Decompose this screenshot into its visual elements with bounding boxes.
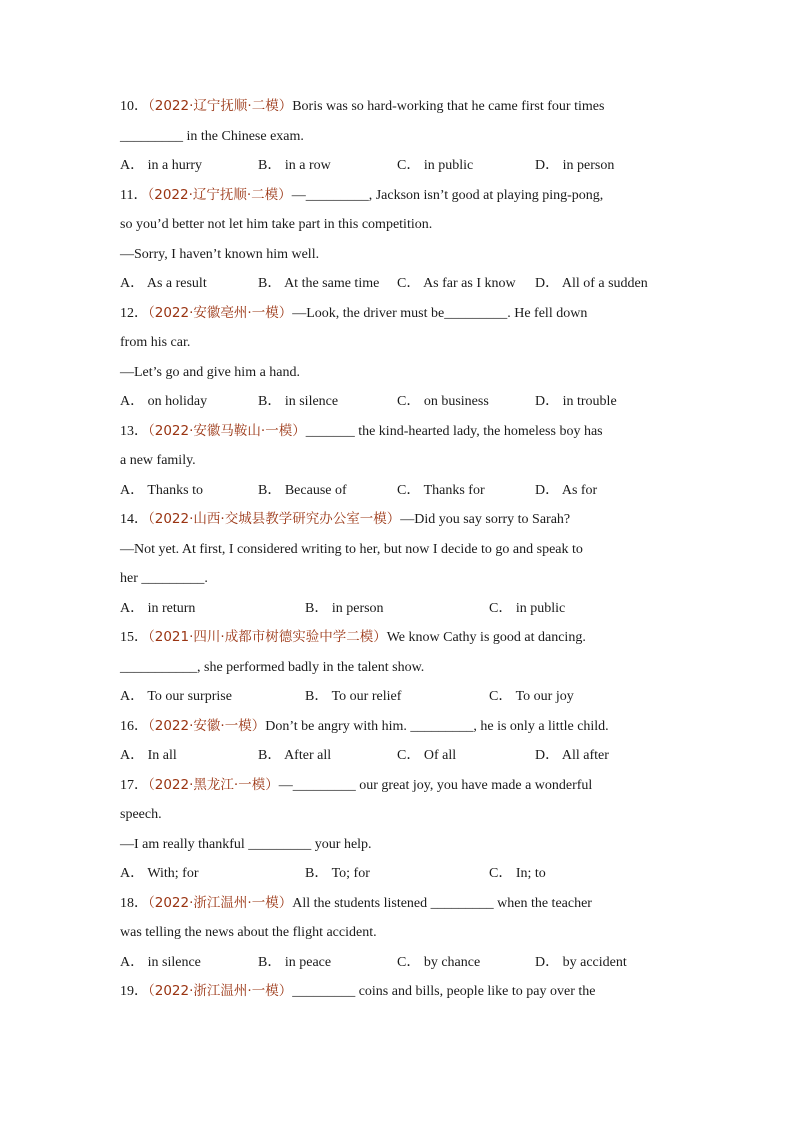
answer-option-b[interactable]: B． Because of: [258, 482, 347, 498]
question-text: We know Cathy is good at dancing.: [386, 630, 586, 645]
worksheet-page: [120, 92, 680, 1007]
answer-option-b[interactable]: B． After all: [258, 748, 332, 763]
question-source: （2022·山西·交城县教学研究办公室一模）: [148, 511, 401, 527]
answer-option-b[interactable]: B． At the same time: [258, 276, 380, 291]
question-continuation-line: [120, 800, 680, 830]
question-text: —I am really thankful _________ your help.: [120, 836, 372, 852]
answer-option-d[interactable]: D． in trouble: [535, 394, 617, 409]
answer-option-c[interactable]: C． on business: [397, 394, 489, 409]
question-16: [120, 712, 680, 771]
answer-option-b[interactable]: B． in peace: [258, 954, 332, 970]
question-19: [120, 977, 680, 1007]
question-continuation-line: [120, 535, 680, 565]
question-18: [120, 889, 680, 978]
question-number: 19．: [120, 984, 148, 999]
question-text: _______ the kind-hearted lady, the homeless boy has: [305, 423, 603, 439]
answer-option-d[interactable]: D． in person: [535, 158, 615, 173]
question-text: from his car.: [120, 335, 191, 350]
question-text: was telling the news about the flight accident.: [120, 925, 377, 940]
answer-option-c[interactable]: C． Thanks for: [397, 482, 485, 498]
question-source: （2022·安徽亳州·一模）: [148, 304, 293, 321]
answer-options: [120, 859, 680, 889]
question-number: 18．: [120, 895, 148, 911]
question-text: speech.: [120, 807, 162, 822]
answer-option-b[interactable]: B． in a row: [258, 158, 331, 173]
answer-option-a[interactable]: A． With; for: [120, 866, 199, 881]
question-11: [120, 181, 680, 299]
answer-option-c[interactable]: C． To our joy: [489, 689, 574, 704]
question-source: （2022·辽宁抚顺·二模）: [148, 98, 293, 114]
question-number: 12．: [120, 305, 148, 321]
question-text: —Not yet. At first, I considered writing to her, but now I decide to go and speak to: [120, 541, 583, 557]
question-continuation-line: [120, 122, 680, 152]
question-text: Don’t be angry with him. _________, he is only a little child.: [265, 718, 609, 734]
question-stem-line: [120, 889, 680, 919]
answer-option-a[interactable]: A． in return: [120, 600, 196, 616]
answer-options: [120, 151, 680, 181]
answer-options: [120, 682, 680, 712]
answer-option-c[interactable]: C． As far as I know: [397, 276, 516, 291]
answer-option-b[interactable]: B． in person: [305, 600, 384, 616]
question-stem-line: [120, 92, 680, 122]
question-number: 10．: [120, 99, 148, 114]
question-source: （2022·黑龙江·一模）: [148, 776, 279, 793]
answer-options: [120, 741, 680, 771]
question-text: so you’d better not let him take part in this competition.: [120, 217, 433, 232]
question-text: —_________ our great joy, you have made a wonderful: [278, 777, 593, 793]
question-number: 14．: [120, 512, 148, 527]
question-source: （2022·浙江温州·一模）: [148, 983, 293, 999]
question-text: —Let’s go and give him a hand.: [120, 364, 301, 380]
question-13: [120, 417, 680, 506]
question-stem-line: [120, 181, 680, 211]
question-10: [120, 92, 680, 181]
question-source: （2021·四川·成都市树德实验中学二模）: [148, 629, 387, 645]
question-continuation-line: [120, 564, 680, 594]
answer-option-c[interactable]: C． by chance: [397, 954, 481, 970]
question-stem-line: [120, 771, 680, 801]
answer-options: [120, 948, 680, 978]
answer-option-b[interactable]: B． in silence: [258, 394, 339, 409]
question-text: —Look, the driver must be_________. He fell down: [292, 305, 588, 321]
answer-option-a[interactable]: A． in silence: [120, 954, 201, 970]
answer-option-a[interactable]: A． In all: [120, 748, 177, 763]
question-continuation-line: [120, 918, 680, 948]
answer-option-b[interactable]: B． To our relief: [305, 689, 402, 704]
answer-option-c[interactable]: C． In; to: [489, 866, 546, 881]
answer-option-b[interactable]: B． To; for: [305, 866, 370, 881]
question-source: （2022·安徽马鞍山·一模）: [148, 422, 306, 439]
question-continuation-line: [120, 240, 680, 270]
answer-option-a[interactable]: A． As a result: [120, 276, 207, 291]
question-continuation-line: [120, 358, 680, 388]
question-number: 11．: [120, 187, 148, 203]
question-text: All the students listened _________ when the teacher: [292, 895, 592, 911]
answer-option-d[interactable]: D． by accident: [535, 954, 627, 970]
question-continuation-line: [120, 830, 680, 860]
answer-option-a[interactable]: A． on holiday: [120, 394, 208, 409]
answer-option-c[interactable]: C． in public: [397, 158, 474, 173]
question-stem-line: [120, 712, 680, 742]
question-12: [120, 299, 680, 417]
question-stem-line: [120, 417, 680, 447]
question-text: —Sorry, I haven’t known him well.: [120, 246, 320, 262]
question-stem-line: [120, 299, 680, 329]
question-stem-line: [120, 977, 680, 1007]
question-number: 15．: [120, 630, 148, 645]
question-continuation-line: [120, 653, 680, 683]
answer-options: [120, 269, 680, 299]
question-stem-line: [120, 505, 680, 535]
question-text: —Did you say sorry to Sarah?: [400, 512, 571, 527]
answer-option-c[interactable]: C． in public: [489, 600, 566, 616]
answer-options: [120, 594, 680, 624]
question-continuation-line: [120, 210, 680, 240]
question-continuation-line: [120, 446, 680, 476]
answer-option-d[interactable]: D． All of a sudden: [535, 276, 648, 291]
question-text: ___________, she performed badly in the talent show.: [120, 659, 425, 675]
answer-option-a[interactable]: A． To our surprise: [120, 689, 232, 704]
answer-option-a[interactable]: A． in a hurry: [120, 158, 203, 173]
answer-option-d[interactable]: D． All after: [535, 748, 609, 763]
question-text: _________ coins and bills, people like to pay over the: [292, 984, 596, 999]
question-stem-line: [120, 623, 680, 653]
question-text: Boris was so hard-working that he came first four times: [292, 99, 605, 114]
question-number: 17．: [120, 777, 148, 793]
question-number: 16．: [120, 718, 148, 734]
question-continuation-line: [120, 328, 680, 358]
answer-option-d[interactable]: D． As for: [535, 482, 598, 498]
answer-option-a[interactable]: A． Thanks to: [120, 482, 203, 498]
question-17: [120, 771, 680, 889]
question-source: （2022·浙江温州·一模）: [148, 894, 293, 911]
question-text: a new family.: [120, 453, 196, 468]
question-text: —_________, Jackson isn’t good at playing ping-pong,: [291, 187, 604, 203]
question-source: （2022·辽宁抚顺·二模）: [147, 186, 292, 203]
question-15: [120, 623, 680, 712]
question-source: （2022·安徽·一模）: [148, 717, 266, 734]
answer-option-c[interactable]: C． Of all: [397, 748, 457, 763]
question-number: 13．: [120, 423, 148, 439]
answer-options: [120, 387, 680, 417]
question-text: _________ in the Chinese exam.: [120, 128, 304, 144]
question-14: [120, 505, 680, 623]
question-text: her _________.: [120, 571, 208, 586]
answer-options: [120, 476, 680, 506]
